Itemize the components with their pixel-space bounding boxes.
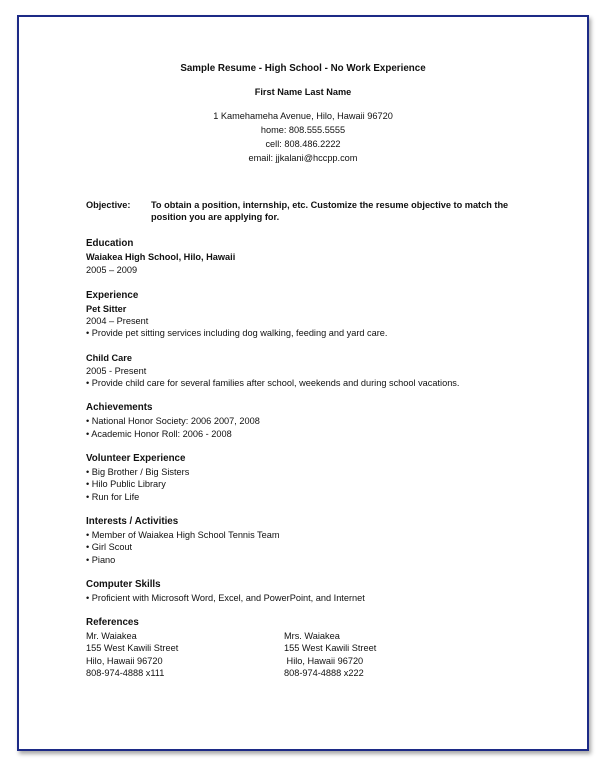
reference-line: 155 West Kawili Street	[86, 643, 179, 653]
references-heading: References	[86, 617, 139, 628]
list-item: • Piano	[86, 555, 116, 565]
resume-title: Sample Resume - High School - No Work Experience	[180, 63, 426, 74]
email: email: jjkalani@hccpp.com	[248, 153, 358, 163]
job-bullet: • Provide child care for several families after school, weekends and during school vacations.	[86, 378, 460, 388]
list-item: • Proficient with Microsoft Word, Excel, and PowerPoint, and Internet	[86, 593, 365, 603]
achievements-heading: Achievements	[86, 402, 153, 413]
reference-line: 155 West Kawili Street	[284, 643, 377, 653]
list-item: • Member of Waiakea High School Tennis Team	[86, 530, 280, 540]
job-dates: 2004 – Present	[86, 316, 149, 326]
cell-phone: cell: 808.486.2222	[265, 139, 341, 149]
objective-text: To obtain a position, internship, etc. Customize the resume objective to match the position you are applying for.	[151, 200, 509, 223]
home-phone: home: 808.555.5555	[260, 125, 346, 135]
reference-line: Hilo, Hawaii 96720	[86, 656, 163, 666]
education-school: Waiakea High School, Hilo, Hawaii	[86, 252, 236, 262]
address: 1 Kamehameha Avenue, Hilo, Hawaii 96720	[213, 111, 393, 121]
list-item: • Academic Honor Roll: 2006 - 2008	[86, 429, 232, 439]
reference-line: Mrs. Waiakea	[284, 631, 340, 641]
reference-line: 808-974-4888 x111	[86, 668, 165, 678]
applicant-name: First Name Last Name	[254, 87, 352, 97]
experience-heading: Experience	[86, 290, 139, 301]
list-item: • Run for Life	[86, 492, 140, 502]
job-dates: 2005 - Present	[86, 366, 147, 376]
job-bullet: • Provide pet sitting services including dog walking, feeding and yard care.	[86, 328, 388, 338]
volunteer-heading: Volunteer Experience	[86, 453, 186, 464]
list-item: • Girl Scout	[86, 542, 133, 552]
reference-line: 808-974-4888 x222	[284, 668, 364, 678]
list-item: • Hilo Public Library	[86, 479, 166, 489]
job-title: Pet Sitter	[86, 304, 127, 314]
education-years: 2005 – 2009	[86, 265, 138, 275]
list-item: • Big Brother / Big Sisters	[86, 467, 190, 477]
reference-line: Mr. Waiakea	[86, 631, 137, 641]
job-title: Child Care	[86, 353, 132, 363]
education-heading: Education	[86, 238, 134, 249]
objective-label: Objective:	[86, 200, 131, 210]
computer-skills-heading: Computer Skills	[86, 579, 161, 590]
interests-heading: Interests / Activities	[86, 516, 179, 527]
list-item: • National Honor Society: 2006 2007, 2008	[86, 416, 260, 426]
reference-line: Hilo, Hawaii 96720	[284, 656, 364, 666]
